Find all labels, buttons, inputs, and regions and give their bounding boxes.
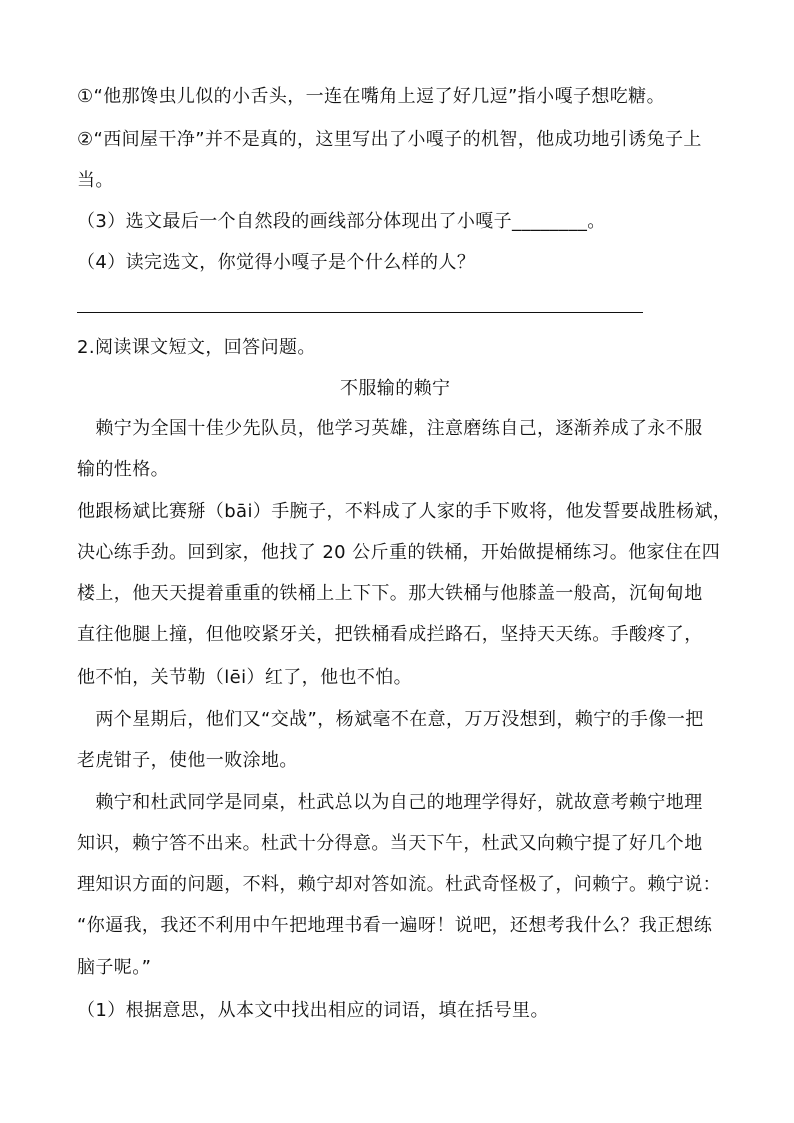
passage-line-10: 赖宁和杜武同学是同桌，杜武总以为自己的地理学得好，就故意考赖宁地理 [77, 792, 703, 813]
passage-line-5: 楼上，他天天提着重重的铁桶上上下下。那大铁桶与他膝盖一般高，沉甸甸地 [77, 583, 703, 604]
passage-line-9: 老虎钳子，使他一败涂地。 [77, 750, 298, 771]
question-4: （4）读完选文，你觉得小嘎子是个什么样的人？ [77, 252, 476, 273]
passage-line-6: 直往他腿上撞，但他咬紧牙关，把铁桶看成拦路石，坚持天天练。手酸疼了， [77, 624, 703, 645]
passage-line-13: “你逼我，我还不利用中午把地理书看一遍呀！说吧，还想考我什么？我正想练 [77, 915, 713, 936]
passage-line-3: 他跟杨斌比赛掰（bāi）手腕子，不料成了人家的手下败将，他发誓要战胜杨斌， [77, 501, 732, 522]
statement-1: ①“他那馋虫儿似的小舌头，一连在嘴角上逗了好几逗”指小嘎子想吃糖。 [77, 86, 665, 107]
passage-line-7: 他不怕，关节勒（lēi）红了，他也不怕。 [77, 667, 413, 688]
question-3: （3）选文最后一个自然段的画线部分体现出了小嘎子________。 [77, 211, 606, 232]
statement-2-continued: 当。 [77, 170, 114, 191]
statement-2: ②“西间屋干净”并不是真的，这里写出了小嘎子的机智，他成功地引诱兔子上 [77, 129, 702, 150]
question-2-1: （1）根据意思，从本文中找出相应的词语，填在括号里。 [77, 1000, 549, 1021]
passage-line-12: 理知识方面的问题，不料，赖宁却对答如流。杜武奇怪极了，问赖宁。赖宁说： [77, 874, 721, 895]
section-2-heading: 2.阅读课文短文，回答问题。 [77, 337, 316, 358]
passage-line-1: 赖宁为全国十佳少先队员，他学习英雄，注意磨练自己，逐渐养成了永不服 [77, 418, 703, 439]
passage-line-11: 知识，赖宁答不出来。杜武十分得意。当天下午，杜武又向赖宁提了好几个地 [77, 833, 703, 854]
passage-line-14: 脑子呢。” [77, 957, 152, 978]
answer-blank-line [77, 312, 643, 313]
passage-title: 不服输的赖宁 [340, 378, 451, 399]
passage-line-8: 两个星期后，他们又“交战”，杨斌毫不在意，万万没想到，赖宁的手像一把 [77, 709, 704, 730]
passage-line-2: 输的性格。 [77, 459, 169, 480]
passage-line-4: 决心练手劲。回到家，他找了 20 公斤重的铁桶，开始做提桶练习。他家住在四 [77, 542, 721, 563]
